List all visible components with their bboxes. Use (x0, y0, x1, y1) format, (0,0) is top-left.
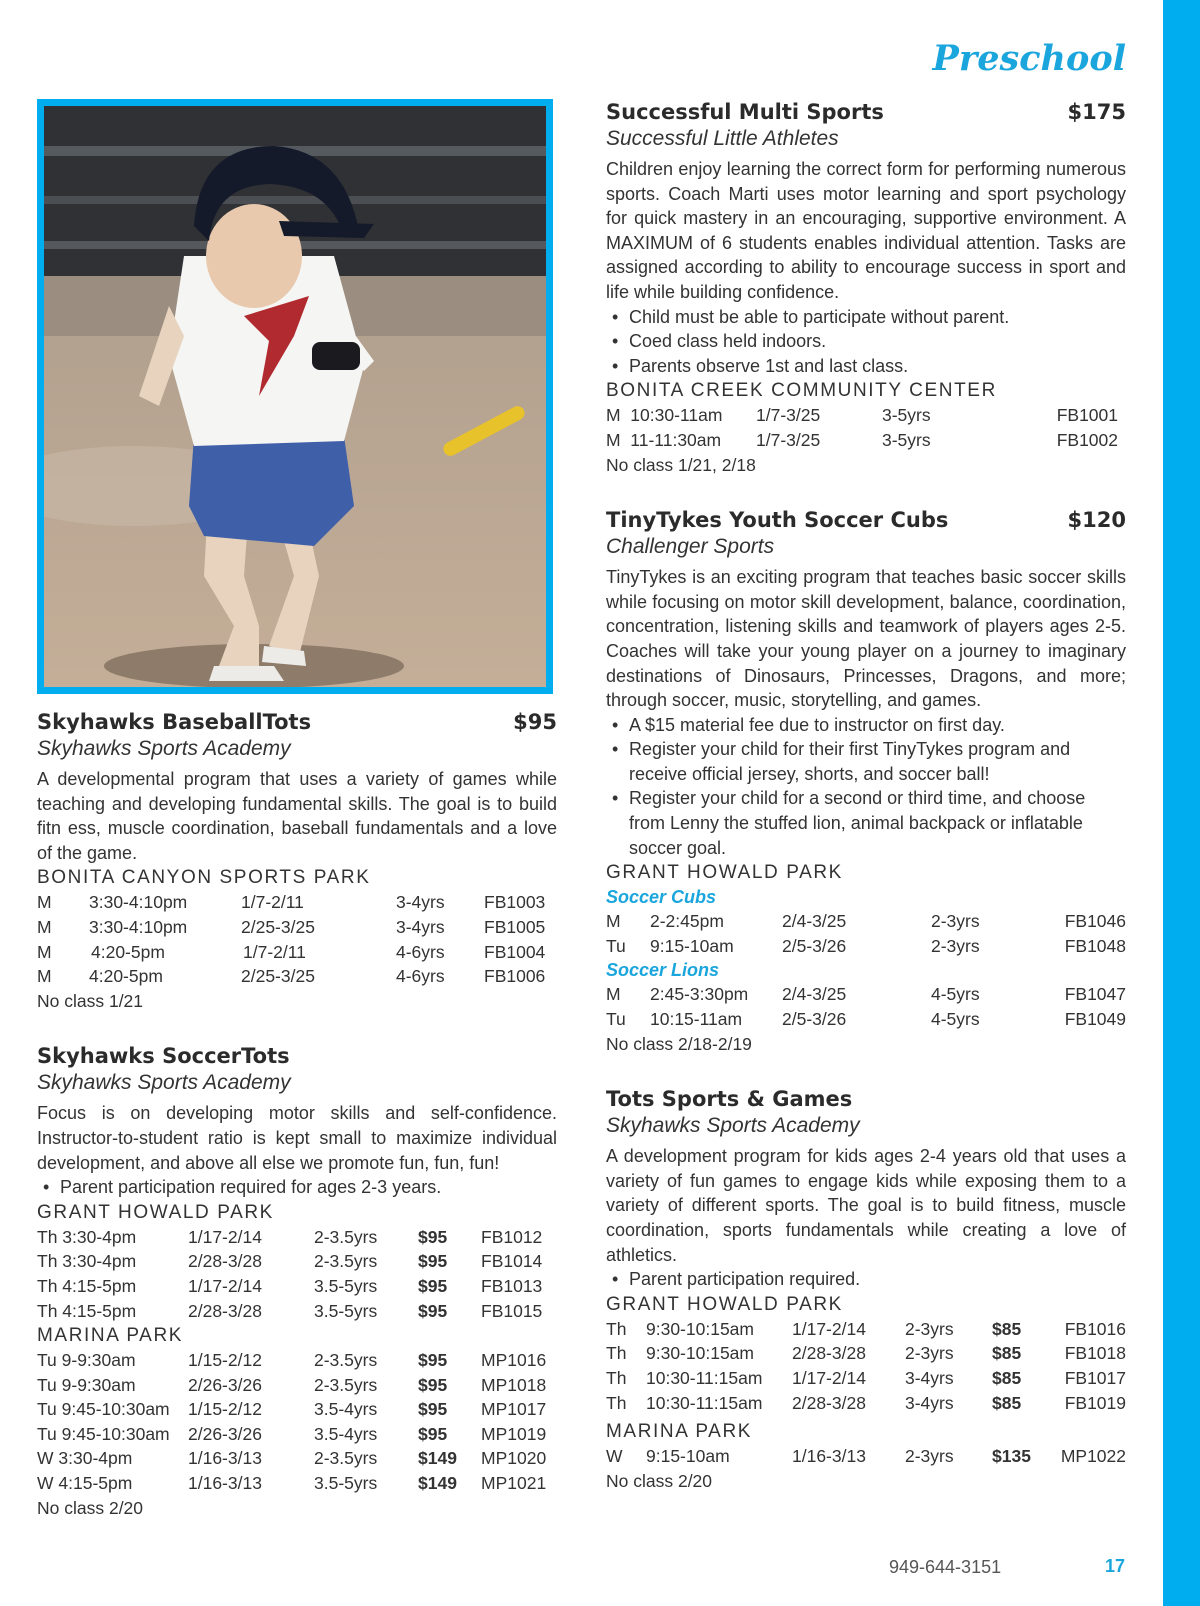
schedule-row (37, 1299, 557, 1324)
program-header (606, 99, 1126, 126)
schedule-row (606, 1366, 1126, 1391)
schedule-row (37, 1422, 557, 1447)
course-code: FB1012 (481, 1226, 543, 1247)
schedule-time: 2:45-3:30pm (650, 984, 749, 1005)
schedule-dates: 2/28-3/28 (792, 1392, 866, 1413)
bullet-item: • Register your child for their first TinyTykes program and receive official jersey, shorts, and soccer ball! (606, 737, 1126, 786)
schedule-time: 10:30-11:15am (646, 1392, 763, 1413)
schedule-time: 10:30-11:15am (646, 1367, 763, 1388)
schedule-time: 3:30-4:10pm (89, 916, 188, 937)
schedule-row (606, 934, 1126, 959)
schedule-ages: 3-4yrs (905, 1367, 954, 1388)
schedule-fee: $85 (992, 1318, 1022, 1339)
schedule-day: M (606, 984, 621, 1005)
program-title: Tots Sports & Games (606, 1087, 853, 1112)
schedule-fee: $95 (418, 1399, 448, 1420)
schedule-row (606, 1341, 1126, 1366)
schedule-fee: $135 (992, 1446, 1031, 1467)
program-header (606, 507, 1126, 534)
schedule-fee: $95 (418, 1275, 448, 1296)
program-bullets (37, 1175, 557, 1200)
schedule-dates: 1/15-2/12 (188, 1350, 262, 1371)
schedule-day: Tu (606, 935, 626, 956)
schedule-dates: 1/7-3/25 (756, 429, 821, 450)
schedule-dates: 1/17-2/14 (792, 1318, 866, 1339)
program-bullets (606, 1267, 1126, 1292)
schedule-fee: $149 (418, 1473, 457, 1494)
schedule-dates: 2/4-3/25 (782, 911, 847, 932)
schedule-row (37, 1348, 557, 1373)
schedule-day: Th (606, 1392, 627, 1413)
schedule-time: Tu 9:45-10:30am (37, 1399, 170, 1420)
schedule-ages: 3.5-4yrs (314, 1423, 378, 1444)
course-code: MP1022 (1060, 1446, 1126, 1467)
no-class-note: No class 2/20 (606, 1470, 713, 1491)
schedule-time: Th 4:15-5pm (37, 1300, 137, 1321)
schedule-row (606, 1391, 1126, 1416)
course-code: FB1006 (484, 966, 546, 987)
schedule-dates: 1/7-2/11 (241, 892, 304, 913)
left-column (37, 709, 557, 1550)
course-code: FB1016 (1064, 1318, 1126, 1339)
schedule-time: Th 3:30-4pm (37, 1226, 137, 1247)
no-class-note: No class 2/18-2/19 (606, 1033, 752, 1054)
schedule-dates: 1/7-2/11 (243, 941, 306, 962)
schedule-ages: 4-6yrs (396, 941, 445, 962)
course-code: MP1019 (481, 1423, 547, 1444)
program-skyhawks-soccertots (37, 1043, 557, 1520)
schedule-time: 2-2:45pm (650, 911, 724, 932)
program-tinytykes (606, 507, 1126, 1056)
schedule-dates: 2/28-3/28 (792, 1343, 866, 1364)
schedule-time: 9:30-10:15am (646, 1343, 754, 1364)
schedule-fee: $95 (418, 1251, 448, 1272)
schedule-dates: 2/5-3/26 (782, 1009, 847, 1030)
schedule-ages: 3-4yrs (396, 916, 445, 937)
group-label: Soccer Lions (606, 960, 720, 981)
course-code: FB1013 (481, 1275, 543, 1296)
program-photo (37, 99, 553, 694)
course-code: MP1016 (481, 1350, 547, 1371)
program-provider: Challenger Sports (606, 535, 775, 559)
schedule-dates: 2/25-3/25 (241, 966, 315, 987)
schedule-day: M (37, 941, 52, 962)
location-name: GRANT HOWALD PARK (606, 862, 843, 884)
course-code: FB1048 (1064, 935, 1126, 956)
schedule-row (37, 964, 557, 989)
schedule-fee: $95 (418, 1423, 448, 1444)
course-code: MP1020 (481, 1448, 547, 1469)
schedule-time: 4:20-5pm (89, 966, 163, 987)
schedule-time: W 4:15-5pm (37, 1473, 133, 1494)
schedule-day: W (606, 1446, 623, 1467)
right-column (606, 99, 1126, 1523)
schedule-row (37, 1274, 557, 1299)
schedule-ages: 4-6yrs (396, 966, 445, 987)
schedule-time: Tu 9:45-10:30am (37, 1423, 170, 1444)
schedule-fee: $95 (418, 1226, 448, 1247)
location-name: GRANT HOWALD PARK (606, 1293, 843, 1315)
program-title: Successful Multi Sports (606, 100, 884, 124)
schedule-fee: $85 (992, 1367, 1022, 1388)
program-tots-sports-games (606, 1086, 1126, 1493)
schedule-row (606, 428, 1126, 453)
schedule-ages: 3.5-5yrs (314, 1275, 378, 1296)
bullet-item: • Register your child for a second or third time, and choose from Lenny the stuffed lion, animal backpack or inflatable soccer goal. (606, 786, 1126, 860)
sidebar-stripe (1163, 0, 1200, 1606)
course-code: FB1017 (1064, 1367, 1126, 1388)
schedule-row (606, 982, 1126, 1007)
schedule-dates: 1/15-2/12 (188, 1399, 262, 1420)
schedule-time: 9:15-10am (646, 1446, 730, 1467)
schedule-dates: 2/28-3/28 (188, 1300, 262, 1321)
schedule-ages: 3.5-5yrs (314, 1300, 378, 1321)
schedule-time: Th 3:30-4pm (37, 1251, 137, 1272)
schedule-time: 10:15-11am (650, 1009, 743, 1030)
schedule-fee: $85 (992, 1392, 1022, 1413)
schedule-time: 9:15-10am (650, 935, 734, 956)
schedule-ages: 4-5yrs (931, 984, 980, 1005)
bullet-item: • Child must be able to participate without parent. (606, 305, 1126, 330)
schedule-day: Th (606, 1343, 627, 1364)
schedule-time: 4:20-5pm (91, 941, 165, 962)
group-label: Soccer Cubs (606, 887, 717, 908)
schedule-dates: 1/17-2/14 (188, 1275, 262, 1296)
child-baseball-photo (44, 106, 546, 687)
schedule-dates: 2/28-3/28 (188, 1251, 262, 1272)
schedule-ages: 3.5-5yrs (314, 1473, 378, 1494)
location-name: MARINA PARK (37, 1325, 184, 1347)
program-provider: Skyhawks Sports Academy (37, 1071, 291, 1095)
schedule-ages: 2-3yrs (905, 1318, 954, 1339)
schedule-ages: 3-5yrs (882, 405, 931, 426)
location-name: BONITA CANYON SPORTS PARK (37, 867, 371, 889)
schedule-row (37, 1249, 557, 1274)
schedule-row (606, 1317, 1126, 1342)
schedule-ages: 3-5yrs (882, 429, 931, 450)
schedule-ages: 2-3.5yrs (314, 1448, 378, 1469)
schedule-row (37, 1471, 557, 1496)
schedule-day: M (37, 916, 52, 937)
schedule-fee: $95 (418, 1374, 448, 1395)
schedule-day: Tu (606, 1009, 626, 1030)
program-skyhawks-baseballtots (37, 709, 557, 1013)
program-header (37, 1043, 557, 1070)
program-description: TinyTykes is an exciting program that teaches basic soccer skills while focusing on motor skill development, balance, coordination, concentration, listening skills and teamwork of players ages 2-5. Coaches will take your young player on a journey to imaginary destinations of Dinosaurs, Princesses, Dragons, and more; through soccer, music, storytelling, and games. (606, 567, 1126, 711)
program-provider: Skyhawks Sports Academy (37, 737, 291, 760)
schedule-time: 9:30-10:15am (646, 1318, 754, 1339)
program-provider: Successful Little Athletes (606, 127, 839, 150)
course-code: FB1014 (481, 1251, 543, 1272)
schedule-row (37, 890, 557, 915)
course-code: FB1047 (1064, 984, 1126, 1005)
program-header (606, 1086, 1126, 1113)
program-title: Skyhawks BaseballTots (37, 710, 312, 734)
schedule-ages: 2-3.5yrs (314, 1350, 378, 1371)
schedule-ages: 3-4yrs (396, 892, 445, 913)
schedule-ages: 2-3.5yrs (314, 1226, 378, 1247)
schedule-ages: 2-3yrs (931, 935, 980, 956)
schedule-time: M 10:30-11am (606, 405, 723, 426)
schedule-day: Th (606, 1367, 627, 1388)
schedule-row (606, 1444, 1126, 1469)
schedule-dates: 1/7-3/25 (756, 405, 821, 426)
course-code: FB1002 (1056, 429, 1118, 450)
no-class-note: No class 1/21, 2/18 (606, 454, 756, 475)
schedule-ages: 2-3.5yrs (314, 1374, 378, 1395)
schedule-time: Tu 9-9:30am (37, 1374, 136, 1395)
program-provider: Skyhawks Sports Academy (606, 1114, 860, 1138)
schedule-row (37, 1397, 557, 1422)
program-description: Focus is on developing motor skills and self-confidence. Instructor-to-student ratio is kept small to maximize individual development, and above all else we promote fun, fun, fun! (37, 1103, 557, 1173)
schedule-day: M (37, 892, 52, 913)
schedule-dates: 1/16-3/13 (188, 1473, 262, 1494)
program-price: $95 (513, 710, 557, 734)
bullet-item: • Parents observe 1st and last class. (606, 354, 1126, 379)
bullet-item: • Parent participation required. (606, 1267, 1126, 1292)
schedule-row (37, 1446, 557, 1471)
program-successful-multi-sports (606, 99, 1126, 477)
schedule-dates: 1/16-3/13 (188, 1448, 262, 1469)
program-description: A developmental program that uses a variety of games while teaching and developing fundamental skills. The goal is to build fitn ess, muscle coordination, baseball fundamentals and a love of the game. (37, 769, 557, 863)
schedule-dates: 2/5-3/26 (782, 935, 847, 956)
schedule-dates: 2/4-3/25 (782, 984, 847, 1005)
no-class-note: No class 2/20 (37, 1497, 144, 1518)
schedule-time: 3:30-4:10pm (89, 892, 188, 913)
schedule-row (37, 915, 557, 940)
location-name: MARINA PARK (606, 1421, 753, 1443)
section-title: Preschool (932, 38, 1126, 79)
schedule-dates: 1/16-3/13 (792, 1446, 866, 1467)
course-code: MP1017 (481, 1399, 547, 1420)
schedule-day: Th (606, 1318, 627, 1339)
schedule-row (606, 909, 1126, 934)
schedule-ages: 3.5-4yrs (314, 1399, 378, 1420)
schedule-row (606, 403, 1126, 428)
course-code: FB1003 (484, 892, 546, 913)
schedule-time: M 11-11:30am (606, 429, 722, 450)
schedule-ages: 2-3yrs (905, 1446, 954, 1467)
schedule-ages: 4-5yrs (931, 1009, 980, 1030)
program-title: Skyhawks SoccerTots (37, 1044, 290, 1069)
program-bullets (606, 305, 1126, 379)
schedule-row (37, 940, 557, 965)
course-code: FB1046 (1064, 911, 1126, 932)
schedule-row (606, 1007, 1126, 1032)
program-bullets (606, 713, 1126, 861)
program-header (37, 709, 557, 736)
course-code: FB1001 (1056, 405, 1118, 426)
schedule-day: M (606, 911, 621, 932)
program-title: TinyTykes Youth Soccer Cubs (606, 508, 949, 533)
schedule-ages: 2-3.5yrs (314, 1251, 378, 1272)
bullet-item: • A $15 material fee due to instructor on first day. (606, 713, 1126, 738)
schedule-ages: 3-4yrs (905, 1392, 954, 1413)
location-name: GRANT HOWALD PARK (37, 1201, 274, 1223)
program-description: Children enjoy learning the correct form for performing numerous sports. Coach Marti uses motor learning and sport psychology for quick mastery in an encouraging, supportive environment. A MAXIMUM of 6 students enables individual attention. Tasks are assigned according to ability to encourage success in sport and life while building confidence. (606, 159, 1126, 302)
schedule-ages: 2-3yrs (931, 911, 980, 932)
schedule-dates: 2/25-3/25 (241, 916, 315, 937)
schedule-dates: 1/17-2/14 (792, 1367, 866, 1388)
course-code: FB1005 (484, 916, 546, 937)
course-code: FB1019 (1064, 1392, 1126, 1413)
schedule-dates: 1/17-2/14 (188, 1226, 262, 1247)
course-code: FB1004 (484, 941, 546, 962)
schedule-time: Th 4:15-5pm (37, 1275, 137, 1296)
course-code: FB1018 (1064, 1343, 1126, 1364)
schedule-dates: 2/26-3/26 (188, 1374, 262, 1395)
schedule-time: W 3:30-4pm (37, 1448, 133, 1469)
program-description: A development program for kids ages 2-4 years old that uses a variety of fun games to engage kids while exposing them to a variety of different sports. The goal is to build fitness, muscle coordination, sports fundamentals while creating a love of athletics. (606, 1146, 1126, 1265)
schedule-time: Tu 9-9:30am (37, 1350, 136, 1371)
location-name: BONITA CREEK COMMUNITY CENTER (606, 380, 997, 402)
program-price: $120 (1067, 508, 1126, 533)
program-price: $175 (1067, 100, 1126, 124)
course-code: MP1021 (481, 1473, 547, 1494)
schedule-dates: 2/26-3/26 (188, 1423, 262, 1444)
course-code: FB1015 (481, 1300, 543, 1321)
footer-phone: 949-644-3151 (889, 1557, 1002, 1577)
schedule-row (37, 1373, 557, 1398)
course-code: FB1049 (1064, 1009, 1126, 1030)
bullet-item: • Parent participation required for ages 2-3 years. (37, 1175, 557, 1200)
schedule-fee: $95 (418, 1350, 448, 1371)
schedule-fee: $149 (418, 1448, 457, 1469)
page-number: 17 (1105, 1556, 1126, 1576)
bullet-item: • Coed class held indoors. (606, 329, 1126, 354)
course-code: MP1018 (481, 1374, 547, 1395)
schedule-fee: $85 (992, 1343, 1022, 1364)
schedule-row (37, 1225, 557, 1250)
schedule-day: M (37, 966, 52, 987)
no-class-note: No class 1/21 (37, 990, 144, 1011)
schedule-ages: 2-3yrs (905, 1343, 954, 1364)
schedule-fee: $95 (418, 1300, 448, 1321)
